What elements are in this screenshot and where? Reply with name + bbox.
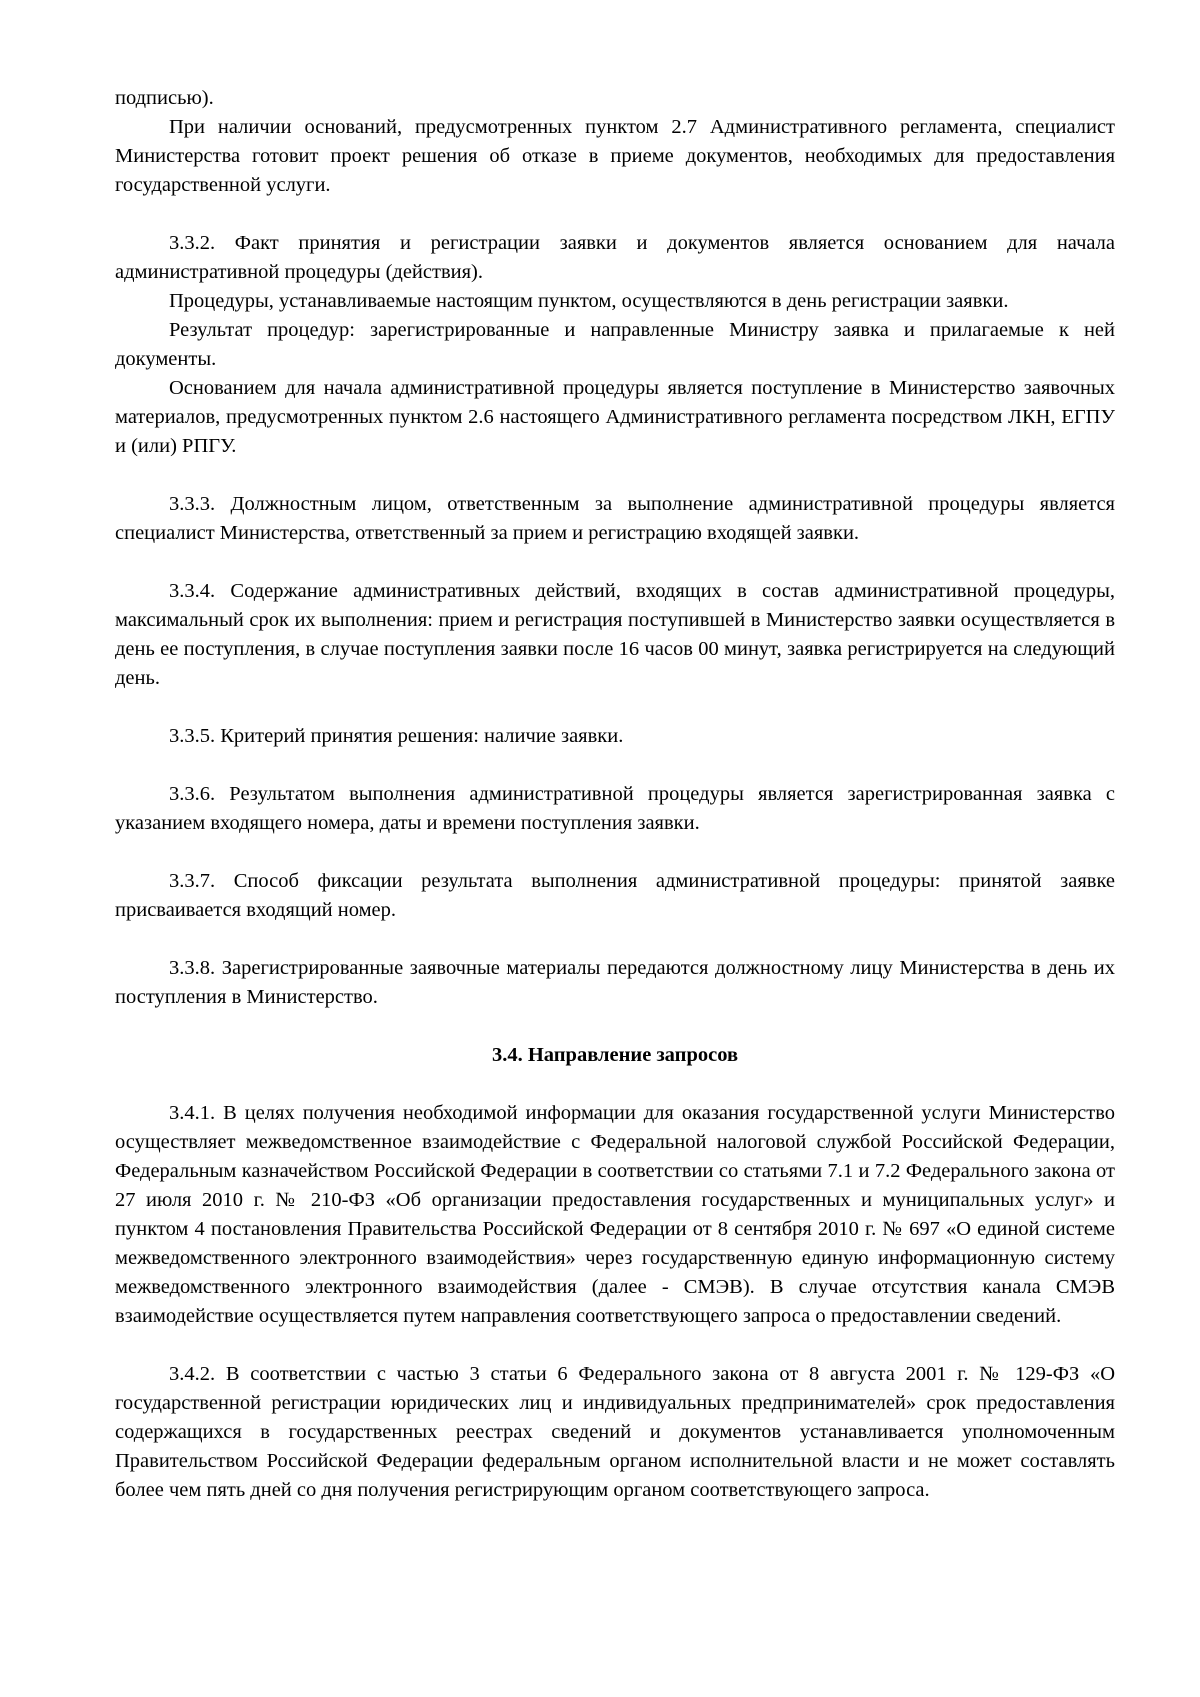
spacer — [115, 200, 1115, 229]
paragraph-3-4-2: 3.4.2. В соответствии с частью 3 статьи 6 Федерального закона от 8 августа 2001 г. № 129-ФЗ «О государственной регистрации юридических лиц и индивидуальных предпринимателей» срок предоставления содержащихся в государственных реестрах сведений и документов устанавливается уполномоченным Правительством Российской Федерации федеральным органом исполнительной власти и не может составлять более чем пять дней со дня получения регистрирующим органом соответствующего запроса. — [115, 1363, 1115, 1501]
paragraph-procedure-basis: Основанием для начала административной процедуры является поступление в Министерство заявочных материалов, предусмотренных пунктом 2.6 настоящего Административного регламента посредством ЛКН, ЕГПУ и (или) РПГУ. — [115, 377, 1115, 457]
spacer — [115, 461, 1115, 490]
paragraph-procedures-result: Результат процедур: зарегистрированные и направленные Министру заявка и прилагаемые к ней документы. — [115, 319, 1115, 370]
spacer — [115, 693, 1115, 722]
paragraph-3-3-6: 3.3.6. Результатом выполнения административной процедуры является зарегистрированная заявка с указанием входящего номера, даты и времени поступления заявки. — [115, 783, 1115, 834]
paragraph-procedures-day: Процедуры, устанавливаемые настоящим пунктом, осуществляются в день регистрации заявки. — [169, 290, 1009, 312]
paragraph-3-3-8: 3.3.8. Зарегистрированные заявочные материалы передаются должностному лицу Министерства в день их поступления в Министерство. — [115, 957, 1115, 1008]
spacer — [115, 1070, 1115, 1099]
paragraph-continuation: подписью). — [115, 87, 214, 109]
paragraph-3-3-5: 3.3.5. Критерий принятия решения: наличие заявки. — [169, 725, 624, 747]
paragraph-refusal-grounds: При наличии оснований, предусмотренных пунктом 2.7 Административного регламента, специалист Министерства готовит проект решения об отказе в приеме документов, необходимых для предоставления государственной услуги. — [115, 116, 1115, 196]
paragraph-3-3-2: 3.3.2. Факт принятия и регистрации заявки и документов является основанием для начала административной процедуры (действия). — [115, 232, 1115, 283]
spacer — [115, 838, 1115, 867]
spacer — [115, 751, 1115, 780]
paragraph-3-3-4: 3.3.4. Содержание административных действий, входящих в состав административной процедуры, максимальный срок их выполнения: прием и регистрация поступившей в Министерство заявки осуществляется в день ее поступления, в случае поступления заявки после 16 часов 00 минут, заявка регистрируется на следующий день. — [115, 580, 1115, 689]
paragraph-3-3-7: 3.3.7. Способ фиксации результата выполнения административной процедуры: принятой заявке присваивается входящий номер. — [115, 870, 1115, 921]
spacer — [115, 1012, 1115, 1041]
paragraph-3-3-3: 3.3.3. Должностным лицом, ответственным за выполнение административной процедуры является специалист Министерства, ответственный за прием и регистрацию входящей заявки. — [115, 493, 1115, 544]
section-heading: 3.4. Направление запросов — [491, 1044, 739, 1066]
document-body — [115, 84, 1115, 1505]
spacer — [115, 1331, 1115, 1360]
spacer — [115, 925, 1115, 954]
spacer — [115, 548, 1115, 577]
paragraph-3-4-1: 3.4.1. В целях получения необходимой информации для оказания государственной услуги Министерство осуществляет межведомственное взаимодействие с Федеральной налоговой службой Российской Федерации, Федеральным казначейством Российской Федерации в соответствии со статьями 7.1 и 7.2 Федерального закона от 27 июля 2010 г. № 210-ФЗ «Об организации предоставления государственных и муниципальных услуг» и пунктом 4 постановления Правительства Российской Федерации от 8 сентября 2010 г. № 697 «О единой системе межведомственного электронного взаимодействия» через государственную единую информационную систему межведомственного электронного взаимодействия (далее - СМЭВ). В случае отсутствия канала СМЭВ взаимодействие осуществляется путем направления соответствующего запроса о предоставлении сведений. — [115, 1102, 1115, 1327]
